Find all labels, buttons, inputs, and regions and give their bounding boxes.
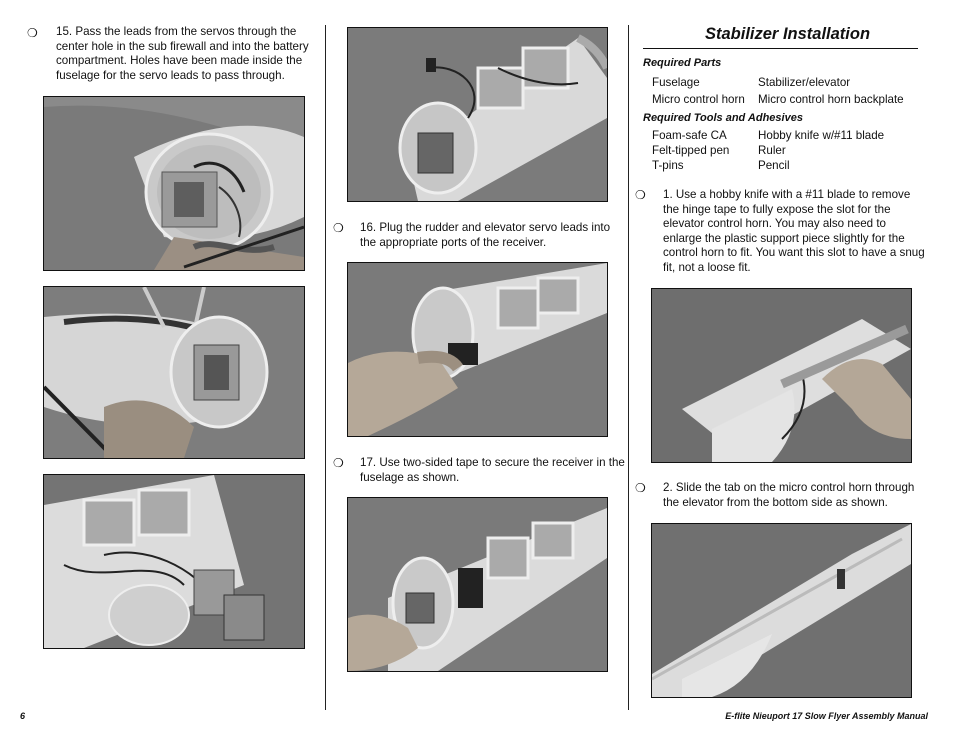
text-line: fit, not a loose fit. <box>663 260 751 274</box>
text-line: 17. Use two-sided tape to secure the receiver in the <box>360 456 625 469</box>
step-2-text <box>663 481 914 510</box>
photo-hobby-knife-hinge-tape <box>651 288 912 463</box>
text-line: 16. Plug the rudder and elevator servo leads into <box>360 221 611 234</box>
photo-servo-leads-firewall <box>43 96 305 271</box>
table-cell: Pencil <box>758 159 790 172</box>
table-row <box>652 75 904 90</box>
required-parts-table <box>652 75 904 107</box>
table-row <box>652 143 884 158</box>
photo-receiver-taped <box>347 497 608 672</box>
text-line: 1. Use a hobby knife with a #11 blade to remove <box>663 188 911 201</box>
table-row <box>652 158 884 173</box>
required-parts-heading: Required Parts <box>643 57 722 69</box>
step-1-text <box>663 188 925 276</box>
photo-control-horn-elevator <box>651 523 912 698</box>
text-line: elevator control horn. You may also need to <box>663 217 887 231</box>
title-rule <box>643 48 918 49</box>
step-16-text <box>360 221 610 250</box>
step-17-text <box>360 456 625 485</box>
footer-manual-title: E-flite Nieuport 17 Slow Flyer Assembly Manual <box>725 711 928 721</box>
table-cell: Fuselage <box>652 76 700 89</box>
step-bullet: ❍ <box>333 221 344 235</box>
table-row <box>652 92 904 107</box>
table-cell: Micro control horn <box>652 93 745 106</box>
text-line: fuselage as shown. <box>360 470 460 484</box>
table-cell: Hobby knife w/#11 blade <box>758 129 885 142</box>
text-line: control horn to fit. You want this slot to have a snug <box>663 246 925 260</box>
table-cell: Foam-safe CA <box>652 129 727 142</box>
step-bullet: ❍ <box>333 456 344 470</box>
photo-battery-compartment <box>43 474 305 649</box>
table-cell: Micro control horn backplate <box>758 93 904 106</box>
table-cell: Stabilizer/elevator <box>758 76 851 89</box>
page-number: 6 <box>20 711 26 721</box>
text-line: the elevator from the bottom side as shown. <box>663 495 888 509</box>
table-cell: Ruler <box>758 144 786 157</box>
column-divider <box>325 25 326 710</box>
step-bullet: ❍ <box>635 481 646 495</box>
photo-fuselage-leads-routed <box>347 27 608 202</box>
text-line: the hinge tape to fully expose the slot for the <box>663 202 891 216</box>
table-cell: T-pins <box>652 159 684 172</box>
text-line: enlarge the plastic support piece slightly for the <box>663 231 905 245</box>
required-tools-heading: Required Tools and Adhesives <box>643 112 803 124</box>
step-bullet: ❍ <box>635 188 646 202</box>
text-line: 2. Slide the tab on the micro control horn through <box>663 481 915 494</box>
step-15-text <box>56 25 309 83</box>
column-divider <box>628 25 629 710</box>
text-line: fuselage for the servo leads to pass through. <box>56 68 285 82</box>
section-title: Stabilizer Installation <box>705 25 871 43</box>
text-line: 15. Pass the leads from the servos through the <box>56 25 297 38</box>
photo-fuselage-nose-side <box>43 286 305 459</box>
required-tools-table <box>652 128 884 173</box>
table-row <box>652 128 884 143</box>
text-line: compartment. Holes have been made inside the <box>56 54 303 68</box>
text-line: the appropriate ports of the receiver. <box>360 235 547 249</box>
text-line: center hole in the sub firewall and into the battery <box>56 39 309 53</box>
table-cell: Felt-tipped pen <box>652 144 730 157</box>
step-bullet: ❍ <box>27 26 38 40</box>
photo-plug-receiver <box>347 262 608 437</box>
